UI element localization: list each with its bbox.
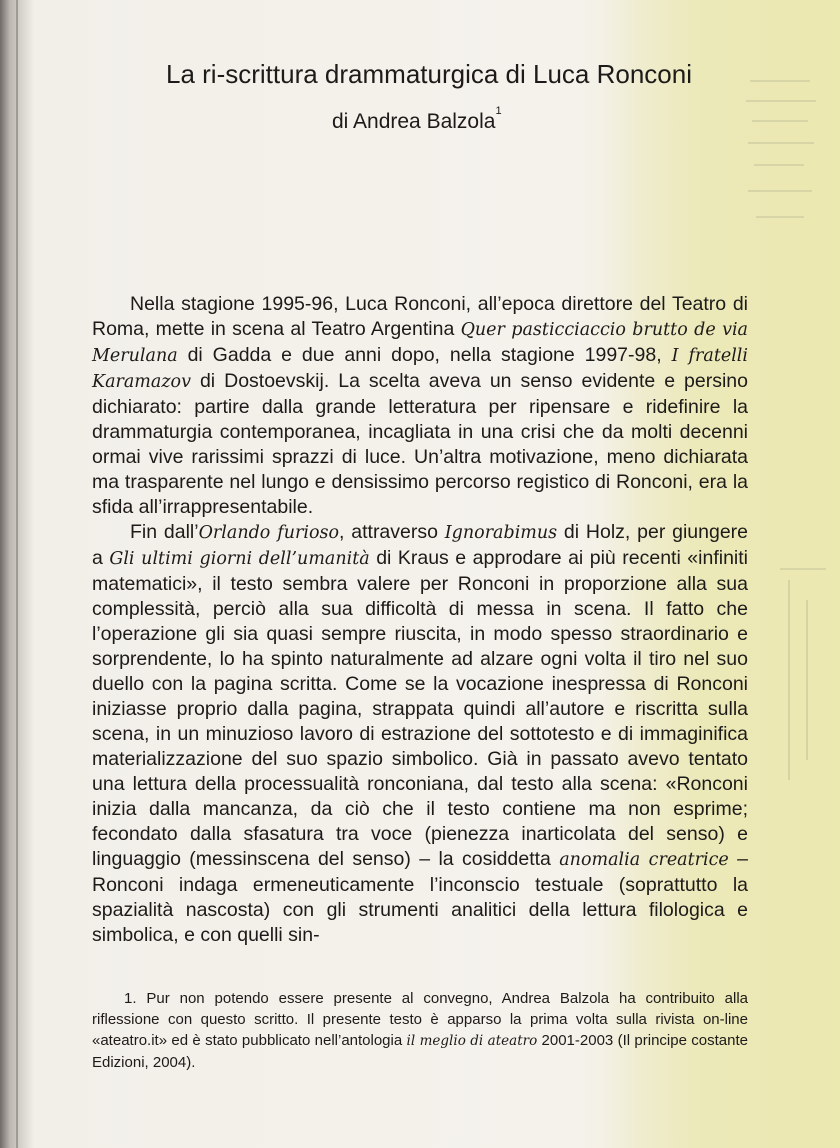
author-line [332,104,502,135]
text-run: di Holz, per giungere a [92,521,749,569]
work-title: il meglio di ateatro [406,1033,538,1049]
work-title: Gli ultimi giorni dell’umanità [109,549,370,569]
text-run: – Ronconi indaga ermeneuticamente l’inconscio testuale (soprattutto la spazialità nascosta) con gli strumenti analitici della lettura filologica e simbolica, e con quelli sin- [92,848,748,946]
text-run: 2001-2003 (Il principe costante Edizioni, 2004). [92,1032,748,1071]
facing-page-bleed [736,40,836,1120]
footnote [92,988,748,1073]
text-run: di Gadda e due anni dopo, nella stagione 1997-98, [177,344,672,366]
paragraph-2 [92,520,748,948]
work-title: I fratelli Karamazov [92,346,748,392]
text-run: di Dostoevskij. La scelta aveva un senso evidente e persino dichiarato: partire dalla grande letteratura per ripensare e ridefinire la drammaturgia contemporanea, incagliata in una crisi che da molti decenni ormai vive rarissimi sprazzi di luce. Un’altra motivazione, meno dichiarata ma trasparente nel lungo e densissimo percorso registico di Ronconi, era la sfida all’irrappresentabile. [92,370,748,518]
paragraph-1 [92,292,748,520]
text-run: Nella stagione 1995-96, Luca Ronconi, all’epoca direttore del Teatro di Roma, mette in scena al Teatro Argentina [92,293,748,340]
author-name: di Andrea Balzola [332,110,496,133]
work-title: Quer pasticciaccio brutto de via Merulana [92,320,748,366]
text-run: Fin dall’ [130,521,199,543]
work-title: Ignorabimus [444,523,558,543]
binding-shadow [16,0,18,1148]
body-text [92,292,748,948]
chapter-title: La ri-scrittura drammaturgica di Luca Ronconi [166,59,692,89]
text-run: 1. Pur non potendo essere presente al convegno, Andrea Balzola ha contribuito alla riflessione con questo scritto. Il presente testo è apparso la prima volta sulla rivista on-line «ateatro.it» ed è stato pubblicato nell’antologia [92,990,748,1049]
text-run: , attraverso [339,521,445,543]
italic-term: anomalia creatrice [559,850,729,870]
work-title: Orlando furioso [198,523,340,543]
footnote-ref: 1 [495,105,502,117]
text-run: di Kraus e approdare ai più recenti «infiniti matematici», il testo sembra valere per Ronconi in proporzione alla sua complessità, perciò alla sua difficoltà di messa in scena. Il fatto che l’operazione gli sia quasi sempre riuscita, in modo spesso straordinario e sorprendente, lo ha spinto naturalmente ad alzare ogni volta il tiro nel suo duello con la pagina scritta. Come se la vocazione inespressa di Ronconi iniziasse proprio dalla pagina, strappata quindi all’autore e riscritta sulla scena, in un minuzioso lavoro di estrazione del sottotesto e di immaginifica materializzazione del suo spazio simbolico. Già in passato avevo tentato una lettura della processualità ronconiana, dal testo alla scena: «Ronconi inizia dalla mancanza, da ciò che il testo contiene ma non esprime; fecondato dalla sfasatura tra voce (pienezza inarticolata del senso) e linguaggio (messinscena del senso) – la cosiddetta [92,547,748,870]
